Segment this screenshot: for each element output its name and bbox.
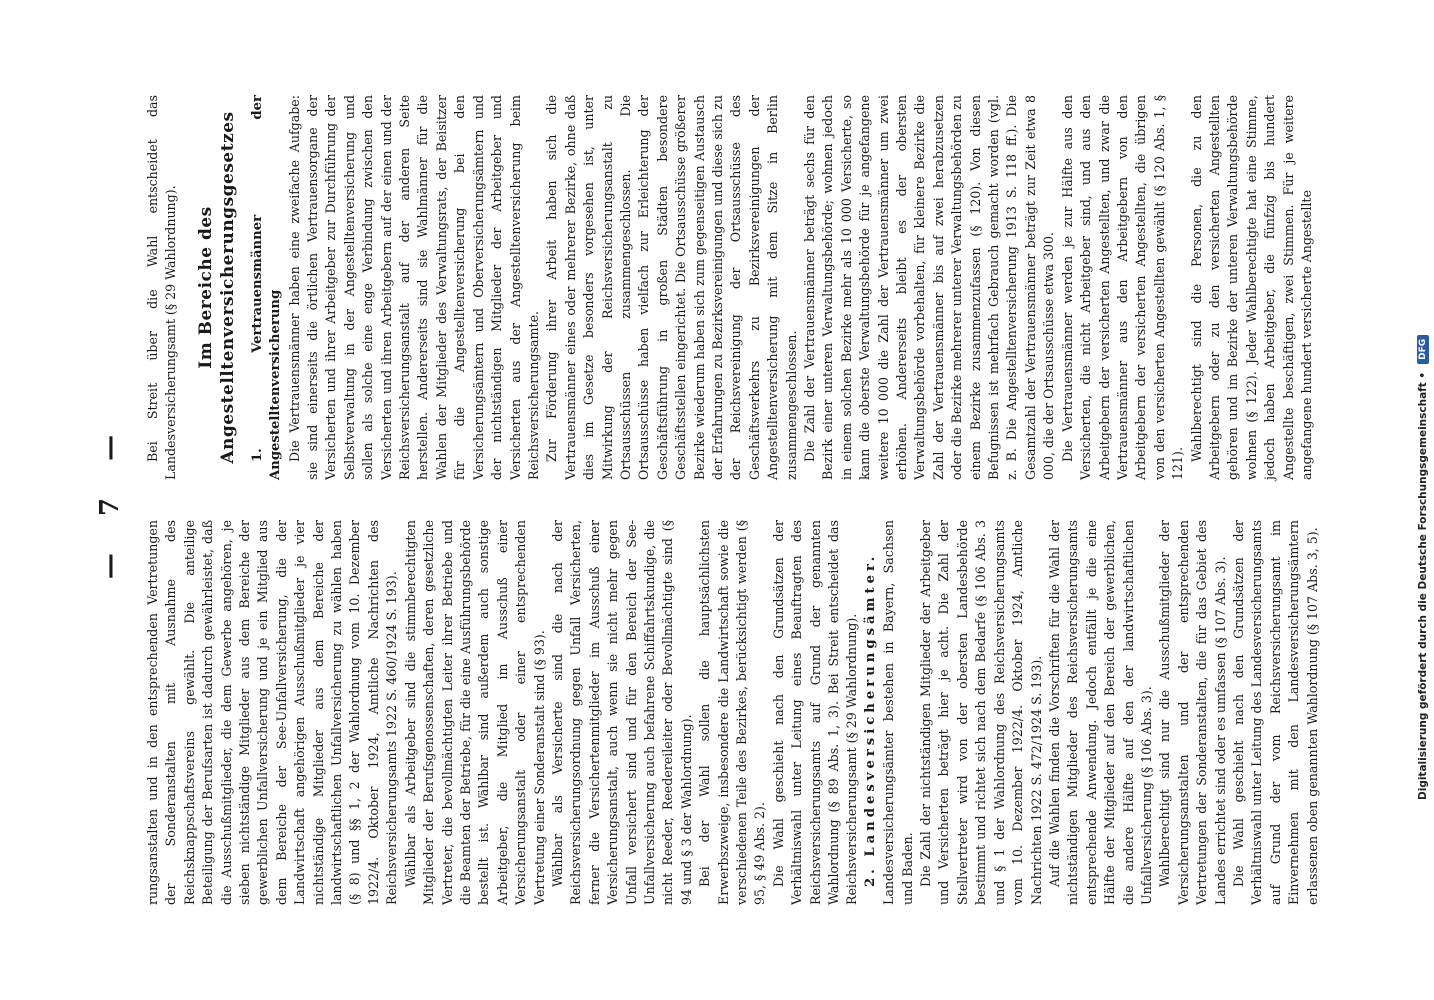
- paragraph: Die Wahl geschieht nach den Grundsätzen der Verhältniswahl unter Leitung eines Beauftragten des Reichsversicherungsamts auf Grund der genannten Wahlordnung (§ 89 Abs. 1, 3). Bei Streit entscheidet das Reichsversicherungsamt (§ 29 Wahlordnung).: [770, 520, 860, 905]
- paragraph: Die Vertrauensmänner werden je zur Hälfte aus den Versicherten, die nicht Arbeitgeber sind, und aus den Arbeitgebern der versicherten Angestellten, und zwar die Vertrauensmänner aus den Arbeitgebern von den Arbeitgebern der versicherten Angestellten, die übrigen von den versicherten Angestellten gewählt (§ 120 Abs. 1, § 121).: [1059, 95, 1186, 480]
- paragraph: Wählbar als Versicherte sind die nach der Reichsversicherungsordnung gegen Unfall Versicherten, ferner die Versichertenmitglieder im Ausschuß einer Versicherungsanstalt, auch wenn sie nicht mehr gegen Unfall versichert sind und für den Bereich der See-Unfallversicherung auch befahrene Schiffahrtskundige, die nicht Reeder, Reedereileiter oder Bevollmächtigte sind (§ 94 und § 3 der Wahlordnung).: [549, 520, 694, 905]
- paragraph: Landesversicherungsämter bestehen in Bayern, Sachsen und Baden.: [881, 520, 915, 905]
- digitization-credit-strip: [1412, 0, 1434, 1000]
- credit-text: Digitalisierung gefördert durch die Deutsche Forschungsgemeinschaft •: [1417, 371, 1429, 800]
- paragraph: Die Zahl der Vertrauensmänner beträgt sechs für den Bezirk einer unteren Verwaltungsbehörde; wohnen jedoch in einem solchen Bezirke mehr als 10 000 Versicherte, so kann die oberste Verwaltungsbehörde für je angefangene weitere 10 000 die Zahl der Vertrauensmänner um zwei erhöhen. Andererseits bleibt es der obersten Verwaltungsbehörde vorbehalten, für kleinere Bezirke die Zahl der Vertrauensmänner bis auf zwei herabzusetzen oder die Bezirke mehrerer unterer Verwaltungsbehörden zu einem Bezirke zusammenzufassen (§ 120). Von diesen Befugnissen ist mehrfach Gebrauch gemacht worden (vgl. z. B. Die Angestelltenversicherung 1913 S. 118 ff.). Die Gesamtzahl der Vertrauensmänner beträgt zur Zeit etwa 8 000, die der Ortsausschüsse etwa 300.: [802, 95, 1057, 480]
- subheading: 1. Vertrauensmänner der Angestelltenversicherung: [249, 95, 284, 480]
- paragraph: Die Zahl der nichtständigen Mitglieder der Arbeitgeber und Versicherten beträgt hier je acht. Die Zahl der Stellvertreter wird von der obersten Landesbehörde bestimmt und richtet sich nach dem Bedarfe (§ 106 Abs. 3 und § 1 der Wahlordnung des Reichsversicherungsamts vom 10. Dezember 1922/4. Oktober 1924, Amtliche Nachrichten 1922 S. 472/1924 S. 193).: [918, 520, 1044, 905]
- right-column: [144, 95, 1322, 480]
- paragraph: Wahlberechtigt sind nur die Ausschußmitglieder der Versicherungsanstalten und der entsprechenden Vertretungen der Sonderanstalten, die für das Gebiet des Landes errichtet sind oder es umfassen (§ 107 Abs. 3).: [1157, 520, 1228, 905]
- paragraph: Die Wahl geschieht nach den Grundsätzen der Verhältniswahl unter Leitung des Landesversicherungsamts auf Grund der vom Reichsversicherungsamt im Einvernehmen mit den Landesversicherungsämtern erlassenen oben genannten Wahlordnung (§ 107 Abs. 3, 5).: [1230, 520, 1320, 905]
- paragraph: Bei der Wahl sollen die hauptsächlichsten Erwerbszweige, insbesondere die Landwirtschaft sowie die verschiedenen Teile des Bezirkes, berücksichtigt werden (§ 95, § 49 Abs. 2).: [697, 520, 768, 905]
- paragraph: Zur Förderung ihrer Arbeit haben sich die Vertrauensmänner eines oder mehrerer Bezirke, ohne daß dies im Gesetze besonders vorgesehen ist, unter Mitwirkung der Reichsversicherungsanstalt zu Ortsausschüssen zusammengeschlossen. Die Ortsausschüsse haben vielfach zur Erleichterung der Geschäftsführung in großen Städten besondere Geschäftsstellen eingerichtet. Die Ortsausschüsse größerer Bezirke wiederum haben sich zum gegenseitigen Austausch der Erfahrungen zu Bezirksvereinigungen und diese sich zu der Reichsvereinigung der Ortsausschüsse des Geschäftsverkehrs zu Bezirksvereinigungen der Angestelltenversicherung mit dem Sitze in Berlin zusammengeschlossen.: [544, 95, 799, 480]
- dfg-logo: DFG: [1417, 335, 1429, 364]
- text-columns: [144, 95, 1322, 905]
- section-title: Im Bereiche des Angestelltenversicherungsgesetzes: [195, 111, 238, 464]
- page-number: — 7 —: [95, 420, 125, 580]
- left-column: [144, 520, 1322, 905]
- paragraph: rungsanstalten und in den entsprechenden Vertretungen der Sonderanstalten mit Ausnahme des Reichsknappschaftsvereins gewählt. Die anteilige Beteiligung der Berufsarten ist dadurch gewährleistet, daß die Ausschußmitglieder, die dem Gewerbe angehören, je sieben nichtständige Mitglieder aus dem Bereiche der gewerblichen Unfallversicherung und je ein Mitglied aus dem Bereiche der See-Unfallversicherung, die der Landwirtschaft angehörigen Ausschußmitglieder je vier nichtständige Mitglieder aus dem Bereiche der landwirtschaftlichen Unfallversicherung zu wählen haben (§ 8) und §§ 1, 2 der Wahlordnung vom 10. Dezember 1922/4. Oktober 1924, Amtliche Nachrichten des Reichsversicherungsamts 1922 S. 460/1924 S. 193).: [145, 520, 400, 905]
- paragraph: Bei Streit über die Wahl entscheidet das Landesversicherungsamt (§ 29 Wahlordnung).: [145, 95, 179, 480]
- paragraph: Die Vertrauensmänner haben eine zweifache Aufgabe: sie sind einerseits die örtlichen Vertrauensorgane der Versicherten und ihrer Arbeitgeber zur Durchführung der Selbstverwaltung in der Angestelltenversicherung und sollen als solche eine enge Verbindung zwischen den Versicherten und ihren Arbeitgebern auf der einen und der Reichsversicherungsanstalt auf der anderen Seite herstellen. Andererseits sind sie Wahlmänner für die Wahlen der Mitglieder des Verwaltungsrats, der Beisitzer für die Angestelltenversicherung bei den Versicherungsämtern und Oberversicherungsämtern und der nichtständigen Mitglieder der Arbeitgeber und Versicherten aus der Angestelltenversicherung beim Reichsversicherungsamte.: [286, 95, 541, 480]
- digitization-credit: [1412, 0, 1434, 1000]
- paragraph: Wählbar als Arbeitgeber sind die stimmberechtigten Mitglieder der Berufsgenossenschaften, deren gesetzliche Vertreter, die bevollmächtigten Leiter ihrer Betriebe und die Beamten der Betriebe, für die eine Ausführungsbehörde bestellt ist. Wählbar sind außerdem auch sonstige Arbeitgeber, die Mitglied im Ausschuß einer Versicherungsanstalt oder einer entsprechenden Vertretung einer Sonderanstalt sind (§ 93).: [402, 520, 547, 905]
- paragraph: Wahlberechtigt sind die Personen, die zu den Arbeitgebern oder zu den versicherten Angestellten gehören und im Bezirke der unteren Verwaltungsbehörde wohnen (§ 122). Jeder Wahlberechtigte hat eine Stimme, jedoch haben Arbeitgeber, die fünfzig bis hundert Angestellte beschäftigen, zwei Stimmen. Für je weitere angefangene hundert versicherte Angestellte: [1188, 95, 1314, 480]
- paragraph: Auf die Wahlen finden die Vorschriften für die Wahl der nichtständigen Mitglieder des Reichsversicherungsamts entsprechende Anwendung. Jedoch entfällt je die eine Hälfte der Mitglieder auf den Bereich der gewerblichen, die andere Hälfte auf den der landwirtschaftlichen Unfallversicherung (§ 106 Abs. 3).: [1046, 520, 1154, 905]
- subheading: 2. Landesversicherungsämter.: [862, 552, 878, 887]
